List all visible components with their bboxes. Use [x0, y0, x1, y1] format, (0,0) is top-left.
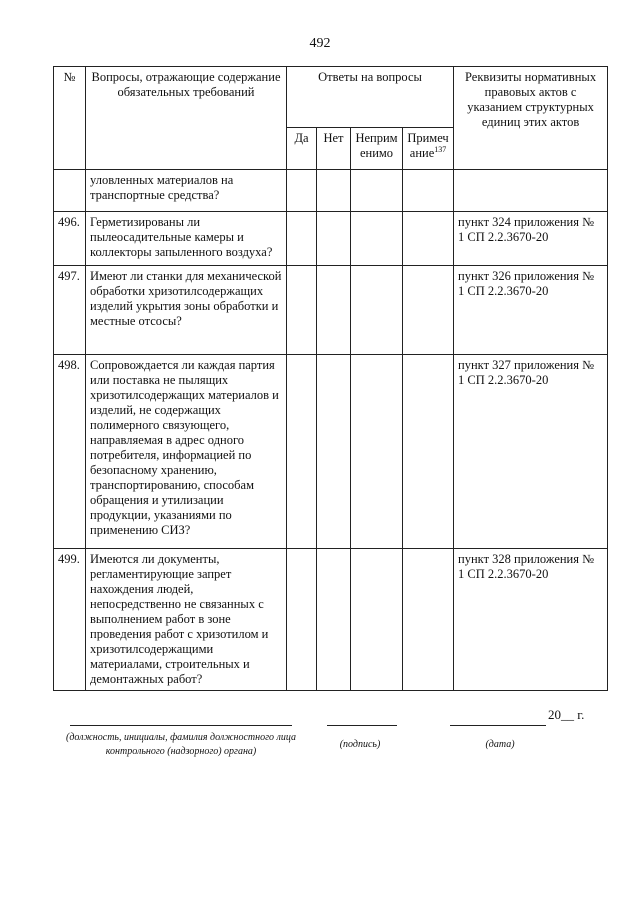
row-question: Имеют ли станки для механической обработки хризотилсодержащих изделий укрытия зоны обработки и местные отсосы?: [86, 266, 287, 355]
row-question: Герметизированы ли пылеосадительные камеры и коллекторы запыленного воздуха?: [86, 212, 287, 266]
position-caption: (должность, инициалы, фамилия должностного лица контрольного (надзорного) органа): [66, 732, 296, 757]
answer-no-cell: [317, 549, 351, 691]
table-row: [54, 212, 608, 266]
header-no: Нет: [317, 128, 351, 170]
answer-na-cell: [351, 355, 403, 549]
date-caption: (дата): [485, 739, 515, 750]
date-year-text: 20__ г.: [548, 707, 585, 722]
answer-note-cell: [403, 212, 454, 266]
header-number: №: [54, 67, 86, 170]
position-signature-line: [70, 725, 292, 726]
answer-no-cell: [317, 212, 351, 266]
answer-yes-cell: [287, 170, 317, 212]
footnote-marker: 137: [434, 144, 447, 154]
answer-na-cell: [351, 212, 403, 266]
row-question: Сопровождается ли каждая партия или поставка не пылящих хризотилсодержащих материалов и изделий, не содержащих полимерного связующего, направляемая в адрес одного потребителя, информацией по безопасному хранению, транспортированию, способам обращения и утилизации продукции, указаниями по применению СИЗ?: [86, 355, 287, 549]
row-number: 498.: [54, 355, 86, 549]
answer-na-cell: [351, 266, 403, 355]
answer-note-cell: [403, 266, 454, 355]
header-answers: Ответы на вопросы: [287, 67, 454, 128]
answer-yes-cell: [287, 355, 317, 549]
header-note-text: Примеч ание: [407, 131, 449, 160]
signature-line: [327, 725, 397, 726]
header-yes: Да: [287, 128, 317, 170]
row-reference: пункт 326 приложения № 1 СП 2.2.3670-20: [454, 266, 608, 355]
row-number: [54, 170, 86, 212]
answer-note-cell: [403, 355, 454, 549]
row-number: 496.: [54, 212, 86, 266]
answer-yes-cell: [287, 212, 317, 266]
header-note: [403, 128, 454, 170]
header-legal-references: Реквизиты нормативных правовых актов с указанием структурных единиц этих актов: [454, 67, 608, 170]
row-reference: пункт 327 приложения № 1 СП 2.2.3670-20: [454, 355, 608, 549]
answer-note-cell: [403, 170, 454, 212]
header-not-applicable: Неприм енимо: [351, 128, 403, 170]
answer-no-cell: [317, 170, 351, 212]
table-row: [54, 266, 608, 355]
answer-na-cell: [351, 170, 403, 212]
row-number: 499.: [54, 549, 86, 691]
row-question: Имеются ли документы, регламентирующие запрет нахождения людей, непосредственно не связанных с выполнением работ в зоне проведения работ с хризотилом и хризотилсодержащими материалами, строительных и демонтажных работ?: [86, 549, 287, 691]
answer-no-cell: [317, 355, 351, 549]
row-reference: [454, 170, 608, 212]
table-row: [54, 549, 608, 691]
checklist-table: [53, 66, 608, 691]
signature-caption: (подпись): [339, 739, 381, 750]
table-row: [54, 170, 608, 212]
answer-yes-cell: [287, 549, 317, 691]
answer-na-cell: [351, 549, 403, 691]
row-reference: пункт 324 приложения № 1 СП 2.2.3670-20: [454, 212, 608, 266]
table-row: [54, 355, 608, 549]
page-number: 492: [309, 36, 331, 51]
row-number: 497.: [54, 266, 86, 355]
row-question: уловленных материалов на транспортные средства?: [86, 170, 287, 212]
header-row: [54, 67, 608, 128]
answer-no-cell: [317, 266, 351, 355]
row-reference: пункт 328 приложения № 1 СП 2.2.3670-20: [454, 549, 608, 691]
answer-note-cell: [403, 549, 454, 691]
date-line: [450, 725, 546, 726]
header-questions: Вопросы, отражающие содержание обязательных требований: [86, 67, 287, 170]
answer-yes-cell: [287, 266, 317, 355]
